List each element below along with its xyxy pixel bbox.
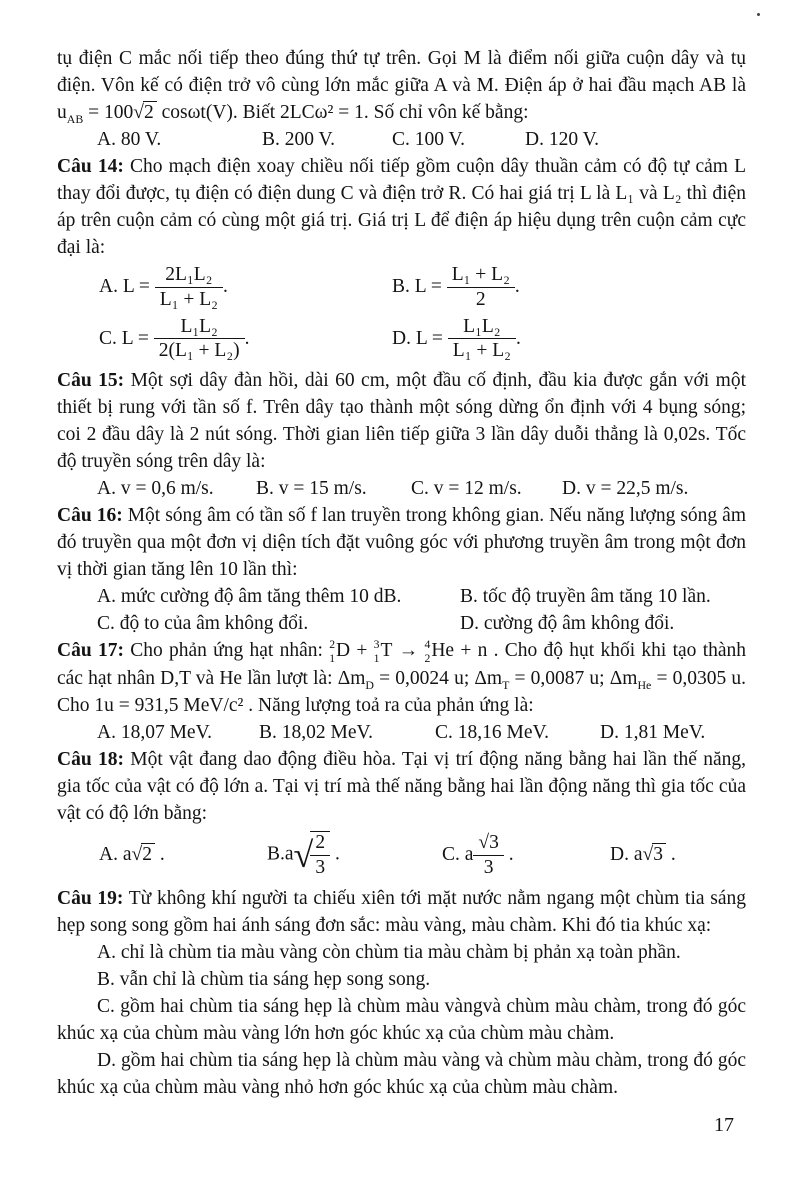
- q13-text-1: tụ điện C mắc nối tiếp theo đúng thứ tự trên. Gọi M là điểm nối giữa cuộn dây và tụ điện. Vôn kế có điện trở vô cùng lớn mắc giữa A và M. Điện áp ở hai đầu mạch AB là u: [57, 48, 746, 123]
- q14-option-d-period: .: [515, 327, 521, 349]
- q14-option-c: [99, 316, 392, 363]
- q18-text: Một vật đang dao động điều hòa. Tại vị trí động năng bằng hai lần thế năng, gia tốc của vật có độ lớn a. Tại vị trí mà thế năng bằng hai lần động năng thì gia tốc của vật có độ lớn bằng:: [57, 749, 747, 825]
- nuclide-tritium: [374, 637, 393, 665]
- question-17-paragraph: [57, 637, 746, 719]
- q13-option-b: B. 200 V.: [262, 129, 335, 150]
- fraction: [155, 264, 223, 311]
- mass-number: 2: [329, 638, 336, 652]
- question-19-paragraph: [57, 885, 746, 939]
- question-13-continuation-paragraph: [57, 45, 746, 126]
- q14-option-a-period: .: [222, 275, 228, 297]
- nuclide-prescripts: [329, 638, 335, 665]
- fraction-denominator: 3: [483, 856, 494, 878]
- radicand: 2: [143, 101, 157, 123]
- q17-text-2: + n . Cho độ hụt khối khi tạo thành các hạt nhân D,T và He lần lượt là: Δm: [57, 640, 747, 690]
- q19-option-c: C. gồm hai chùm tia sáng hẹp là chùm màu vàngvà chùm màu chàm, trong đó góc khúc xạ của chùm màu vàng lớn hơn góc khúc xạ của chùm màu chàm.: [57, 995, 746, 1044]
- fraction-denominator: 3: [315, 857, 326, 879]
- q18-option-c-period: .: [503, 843, 514, 865]
- q13-option-c: C. 100 V.: [392, 129, 465, 150]
- q16-options-row-1: [57, 583, 746, 610]
- q19-text: Từ không khí người ta chiếu xiên tới mặt nước nằm ngang một chùm tia sáng hẹp song song gồm hai ánh sáng đơn sắc: màu vàng, màu chàm. Khi đó tia khúc xạ:: [57, 887, 747, 936]
- nuclide-prescripts: [374, 638, 380, 665]
- fraction-numerator: L₁L₂: [154, 316, 245, 340]
- q13-subscript-ab: AB: [66, 111, 84, 126]
- q19-option-d: D. gồm hai chùm tia sáng hẹp là chùm màu vàng và chùm màu chàm, trong đó góc khúc xạ của chùm màu vàng nhỏ hơn góc khúc xạ của chùm màu chàm.: [57, 1049, 746, 1098]
- q17-text-3: = 0,0024 u; Δm: [374, 668, 503, 690]
- fraction-numerator: L₁L₂: [448, 316, 516, 340]
- q15-option-c: C. v = 12 m/s.: [411, 478, 522, 500]
- q14-options-row-2: [57, 316, 746, 363]
- q17-subscript-d: D: [365, 678, 374, 693]
- q16-option-d: D. cường độ âm không đổi.: [460, 613, 675, 635]
- fraction-denominator: 2(L₁ + L₂): [158, 340, 240, 362]
- q13-option-a: A. 80 V.: [97, 129, 162, 150]
- question-15-paragraph: [57, 367, 746, 475]
- fraction-numerator: √3: [473, 832, 503, 856]
- q14-option-c-period: .: [244, 327, 250, 349]
- nuclide-helium: [424, 637, 454, 665]
- question-17-label: Câu 17:: [57, 640, 124, 662]
- page-number: 17: [714, 1114, 734, 1136]
- q15-options-row: [57, 475, 746, 502]
- q14-options-row-1: [57, 264, 746, 311]
- q13-text-2: = 100: [83, 102, 134, 123]
- q14-option-a: [99, 264, 392, 311]
- q16-text: Một sóng âm có tần số f lan truyền trong không gian. Nếu năng lượng sóng âm đó truyền qua một đơn vị diện tích đặt vuông góc với phương truyền âm trong một đơn vị thời gian tăng lên 10 lần thì:: [57, 505, 747, 581]
- radical-symbol: √: [642, 843, 654, 865]
- q16-options-row-2: [57, 610, 746, 637]
- q14-option-b-lhs: B. L =: [392, 275, 447, 297]
- q17-text-1: Cho phản ứng hạt nhân:: [123, 640, 330, 662]
- fraction-denominator: L₁ + L₂: [159, 288, 218, 310]
- question-19-label: Câu 19:: [57, 887, 124, 909]
- q17-text-4: = 0,0087 u; Δm: [509, 668, 638, 690]
- q18-options-row: [57, 831, 746, 879]
- nuclide-symbol: D: [336, 640, 351, 662]
- fraction: [447, 264, 515, 311]
- q14-option-c-lhs: C. L =: [99, 327, 154, 349]
- q14-option-b: [392, 264, 746, 311]
- fraction: [473, 832, 503, 879]
- q14-option-d: [392, 316, 746, 363]
- q14-option-a-lhs: A. L =: [99, 275, 155, 297]
- fraction-denominator: 2: [475, 288, 486, 310]
- fraction-under-radical: [310, 831, 330, 879]
- fraction-numerator: 2L₁L₂: [155, 264, 223, 288]
- question-14-paragraph: [57, 153, 746, 261]
- question-15-label: Câu 15:: [57, 370, 125, 392]
- q15-option-b: B. v = 15 m/s.: [256, 478, 367, 500]
- q15-text: Một sợi dây đàn hồi, dài 60 cm, một đầu cố định, đầu kia được gắn với một thiết bị rung với tần số f. Trên dây tạo thành một sóng dừng ổn định với 4 bụng sóng; coi 2 đầu dây là 2 nút sóng. Thời gian liên tiếp giữa 3 lần dây duỗi thẳng là 0,02s. Tốc độ truyền sóng trên dây là:: [57, 370, 747, 473]
- q18-option-a-pre: A. a: [99, 843, 132, 865]
- q16-option-a: A. mức cường độ âm tăng thêm 10 dB.: [97, 586, 402, 608]
- q17-option-d: D. 1,81 MeV.: [600, 722, 706, 744]
- q17-option-c: C. 18,16 MeV.: [435, 722, 549, 744]
- q18-option-c-pre: C. a: [442, 843, 474, 865]
- q18-option-c: [442, 832, 610, 879]
- q17-options-row: [57, 719, 746, 746]
- q14-option-b-period: .: [514, 275, 520, 297]
- q15-option-a: A. v = 0,6 m/s.: [97, 478, 214, 500]
- fraction-numerator: L₁ + L₂: [447, 264, 515, 288]
- question-14-label: Câu 14:: [57, 156, 124, 177]
- q19-option-a: A. chỉ là chùm tia màu vàng còn chùm tia màu chàm bị phản xạ toàn phần.: [97, 941, 681, 963]
- atomic-number: 1: [373, 651, 380, 665]
- q19-option-b: B. vẫn chỉ là chùm tia sáng hẹp song song.: [97, 968, 431, 990]
- question-18-paragraph: [57, 746, 746, 827]
- q18-option-a: [99, 844, 267, 866]
- q14-text: Cho mạch điện xoay chiều nối tiếp gồm cuộn dây thuần cảm có độ tự cảm L thay đổi được, tụ điện có điện dung C và điện trở R. Có hai giá trị L là L₁ và L₂ thì điện áp trên cuộn cảm có cùng một giá trị. Giá trị L để điện áp hiệu dụng trên cuộn cảm cực đại là:: [57, 156, 746, 258]
- q13-sqrt: [133, 102, 156, 123]
- q18-option-b-pre: B.a: [267, 843, 294, 865]
- q17-plus: +: [350, 640, 374, 662]
- atomic-number: 2: [424, 651, 431, 665]
- q17-subscript-he: He: [637, 678, 652, 693]
- question-16-paragraph: [57, 502, 746, 583]
- q13-option-d: D. 120 V.: [525, 129, 600, 150]
- scan-artifact-dot: [757, 13, 760, 16]
- mass-number: 3: [373, 638, 380, 652]
- fraction: [154, 316, 245, 363]
- q15-option-d: D. v = 22,5 m/s.: [562, 478, 689, 500]
- radicand: 3: [652, 843, 666, 865]
- radical-symbol: √: [131, 843, 143, 865]
- q18-option-b: [267, 831, 442, 879]
- nuclide-deuterium: [329, 637, 350, 665]
- fraction-numerator: 2: [310, 832, 330, 856]
- radicand: 2: [141, 843, 155, 865]
- q18-option-d-pre: D. a: [610, 843, 643, 865]
- q17-arrow: →: [392, 640, 425, 662]
- q17-subscript-t: T: [502, 678, 510, 693]
- q16-option-c: C. độ to của âm không đổi.: [97, 613, 309, 635]
- q13-text-3: cosωt(V). Biết 2LCω² = 1. Số chỉ vôn kế bằng:: [156, 102, 529, 123]
- question-18-label: Câu 18:: [57, 749, 124, 771]
- q18-option-b-period: .: [330, 843, 340, 865]
- nuclide-symbol: He: [431, 640, 455, 662]
- q18-option-d-period: .: [665, 843, 676, 865]
- q18-option-d: [610, 844, 746, 866]
- q13-options-row: [57, 126, 746, 153]
- q17-option-b: B. 18,02 MeV.: [259, 722, 373, 744]
- q14-option-d-lhs: D. L =: [392, 327, 448, 349]
- q16-option-b: B. tốc độ truyền âm tăng 10 lần.: [460, 586, 711, 608]
- nuclide-symbol: T: [380, 640, 393, 662]
- mass-number: 4: [424, 638, 431, 652]
- question-16-label: Câu 16:: [57, 505, 123, 527]
- atomic-number: 1: [329, 651, 336, 665]
- q17-text-5: = 0,0305 u. Cho 1u = 931,5 MeV/c² . Năng lượng toả ra của phản ứng là:: [57, 668, 747, 717]
- radical-symbol: √: [133, 102, 144, 123]
- radical-symbol: √: [293, 835, 314, 876]
- q18-option-a-period: .: [154, 843, 165, 865]
- fraction-denominator: L₁ + L₂: [452, 340, 511, 362]
- nuclide-prescripts: [424, 638, 430, 665]
- fraction: [448, 316, 516, 363]
- q17-option-a: A. 18,07 MeV.: [97, 722, 213, 744]
